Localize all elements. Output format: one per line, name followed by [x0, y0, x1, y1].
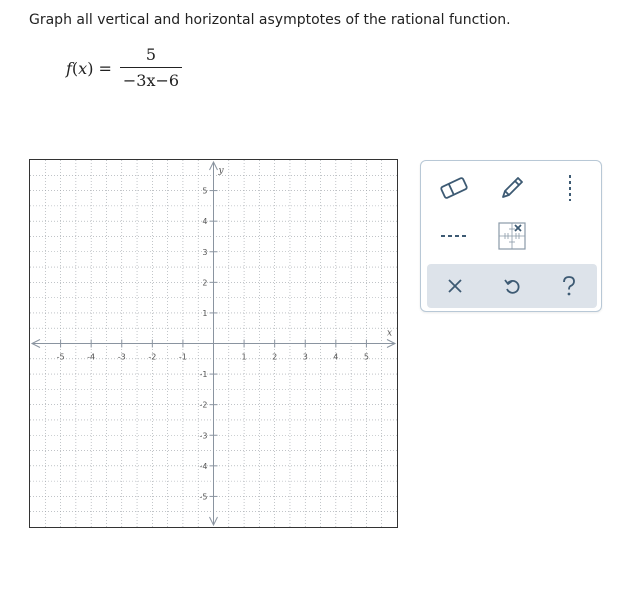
- x-tick-label: 2: [272, 352, 278, 362]
- fraction: [120, 45, 182, 91]
- y-tick-label: -2: [199, 400, 208, 410]
- x-tick-label: 1: [241, 352, 247, 362]
- graph-toolbox: [420, 160, 602, 312]
- undo-icon: [503, 277, 521, 295]
- y-tick-label: -4: [199, 461, 208, 471]
- function-variable: x: [78, 59, 88, 78]
- question-icon: [560, 275, 578, 297]
- question-prompt: Graph all vertical and horizontal asymptotes of the rational function.: [29, 12, 511, 28]
- x-tick-label: -2: [148, 352, 157, 362]
- pencil-tool[interactable]: [493, 171, 531, 205]
- y-axis-label: y: [218, 166, 224, 176]
- y-tick-label: 3: [202, 247, 208, 257]
- action-bar: [427, 264, 597, 308]
- y-tick-label: -5: [199, 492, 208, 502]
- undo-button[interactable]: [492, 269, 532, 303]
- asymptote-point-tool[interactable]: [493, 219, 531, 253]
- help-button[interactable]: [549, 269, 589, 303]
- x-tick-label: 3: [302, 352, 308, 362]
- y-tick-label: 1: [202, 308, 208, 318]
- x-tick-label: -3: [117, 352, 126, 362]
- grid-point-icon: [497, 221, 527, 251]
- eraser-icon: [438, 175, 470, 201]
- clear-button[interactable]: [435, 269, 475, 303]
- more-options-button[interactable]: [555, 171, 585, 205]
- dashed-line-tool[interactable]: [435, 219, 473, 253]
- y-tick-label: 5: [202, 186, 208, 196]
- x-axis-label: x: [387, 328, 393, 339]
- graph-canvas[interactable]: [29, 159, 398, 528]
- y-tick-label: -1: [199, 370, 208, 380]
- graph-svg[interactable]: [30, 160, 397, 527]
- function-name: f: [66, 59, 72, 78]
- y-tick-label: -3: [199, 431, 208, 441]
- function-lhs: f(x) =: [66, 59, 112, 78]
- fraction-numerator: 5: [145, 45, 157, 64]
- eraser-tool[interactable]: [435, 171, 473, 205]
- pencil-icon: [497, 173, 527, 203]
- y-tick-label: 4: [202, 217, 208, 227]
- close-icon: [447, 278, 463, 294]
- x-tick-label: 5: [363, 352, 369, 362]
- fraction-denominator: −3x−6: [122, 71, 180, 90]
- dashed-line-icon: [439, 232, 469, 240]
- x-tick-label: 4: [333, 352, 339, 362]
- x-tick-label: -5: [56, 352, 65, 362]
- y-tick-label: 2: [202, 278, 208, 288]
- x-tick-label: -4: [87, 352, 96, 362]
- fraction-bar: [120, 67, 182, 68]
- vertical-dashed-line-icon: [567, 174, 573, 202]
- x-tick-label: -1: [178, 352, 187, 362]
